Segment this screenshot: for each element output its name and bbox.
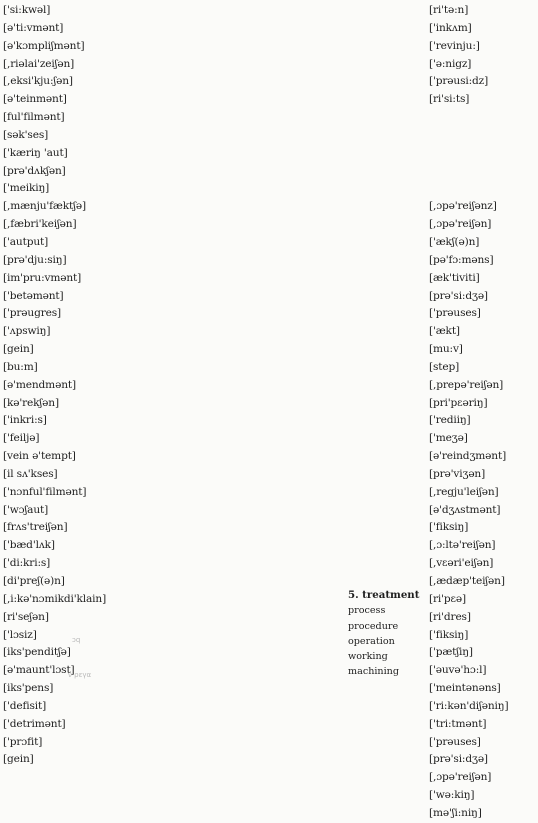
phonetic-entry: [æk'tiviti] bbox=[429, 271, 480, 284]
phonetic-entry: [ri'pɛə] bbox=[429, 592, 466, 605]
phonetic-entry: ['ækt] bbox=[429, 325, 460, 338]
bleed-through-text: ν ρεγα bbox=[68, 671, 92, 679]
phonetic-entry: [,ædæp'teiʃən] bbox=[429, 575, 505, 587]
phonetic-entry: ['revinju:] bbox=[429, 39, 480, 52]
phonetic-entry: [prə'dʌkʃən] bbox=[3, 164, 66, 177]
phonetic-entry: [ə'dʒʌstmənt] bbox=[429, 503, 501, 516]
spacer bbox=[429, 109, 508, 127]
phonetic-entry: [ə'kɔmpliʃmənt] bbox=[3, 39, 85, 52]
phonetic-entry: [,fæbri'keiʃən] bbox=[3, 218, 77, 231]
phonetic-entry: ['di:kri:s] bbox=[3, 557, 51, 570]
phonetic-entry: [kə'rekʃən] bbox=[3, 396, 59, 409]
phonetic-entry: ['ʌpswiŋ] bbox=[3, 325, 51, 338]
phonetic-entry: [,regju'leiʃən] bbox=[429, 485, 499, 498]
phonetic-entry: [,riəlai'zeiʃən] bbox=[3, 57, 75, 70]
phonetic-entry: [step] bbox=[429, 360, 460, 373]
phonetic-entry: [il sʌ'kses] bbox=[3, 467, 58, 480]
phonetic-entry: ['detrimənt] bbox=[3, 717, 66, 730]
synonym-word: working bbox=[348, 651, 388, 663]
phonetic-entry: [gein] bbox=[3, 343, 34, 356]
phonetic-entry: [,ɔpə'reiʃən] bbox=[429, 771, 492, 784]
phonetic-entry: [pə'fɔ:məns] bbox=[429, 253, 494, 266]
phonetic-entry: [mə'ʃi:niŋ] bbox=[429, 806, 482, 819]
phonetic-entry: ['prɔfit] bbox=[3, 735, 43, 748]
phonetic-entry: ['nɔnful'filmənt] bbox=[3, 485, 87, 498]
phonetic-entry: ['rediiŋ] bbox=[429, 414, 471, 427]
phonetic-entry: ['si:kwəl] bbox=[3, 4, 51, 16]
phonetic-entry: [sək'ses] bbox=[3, 128, 49, 141]
phonetic-entry: ['bæd'lʌk] bbox=[3, 539, 55, 552]
phonetic-entry: [prə'si:dʒə] bbox=[429, 753, 488, 766]
phonetic-entry: [,ɔpə'reiʃənz] bbox=[429, 200, 497, 213]
phonetic-entry: ['lɔsiz] bbox=[3, 628, 37, 641]
phonetic-entry: [,ɔpə'reiʃən] bbox=[429, 218, 492, 231]
phonetic-entry: ['meikiŋ] bbox=[3, 182, 50, 195]
phonetic-entry: [mu:v] bbox=[429, 343, 463, 356]
right-top-group bbox=[429, 2, 508, 109]
phonetic-entry: [iks'penditʃə] bbox=[3, 646, 71, 659]
phonetic-entry: [,mænju'fæktʃə] bbox=[3, 200, 86, 213]
phonetic-entry: ['wɔʃaut] bbox=[3, 503, 49, 516]
phonetic-entry: [pri'pɛəriŋ] bbox=[429, 396, 488, 409]
phonetic-entry: [ə'maunt'lɔst] bbox=[3, 664, 75, 677]
phonetic-entry: [im'pru:vmənt] bbox=[3, 271, 82, 284]
spacer bbox=[429, 145, 508, 163]
phonetic-entry: ['feiljə] bbox=[3, 432, 40, 445]
phonetic-entry: [ə'reindʒmənt] bbox=[429, 450, 507, 463]
phonetic-entry: ['inkri:s] bbox=[3, 414, 47, 427]
phonetic-entry: [,prepə'reiʃən] bbox=[429, 378, 504, 391]
synonym-word: process bbox=[348, 605, 386, 617]
phonetic-entry: [vein ə'tempt] bbox=[3, 450, 76, 463]
phonetic-entry: [ful'filmənt] bbox=[3, 111, 65, 124]
synonym-heading: 5. treatment bbox=[348, 589, 420, 601]
bleed-through-text: ɔq bbox=[72, 636, 81, 644]
phonetic-entry: ['prəusi:dz] bbox=[429, 75, 489, 88]
phonetic-entry: [ə'teinmənt] bbox=[3, 93, 67, 106]
synonym-word: machining bbox=[348, 666, 400, 678]
phonetic-entry: ['betəmənt] bbox=[3, 289, 64, 302]
spacer bbox=[429, 180, 508, 198]
phonetic-entry: [ə'mendmənt] bbox=[3, 378, 76, 391]
phonetic-entry: [ri'si:ts] bbox=[429, 93, 470, 106]
phonetic-entry: ['prəuses] bbox=[429, 307, 481, 320]
phonetic-entry: ['fiksiŋ] bbox=[429, 521, 469, 534]
phonetic-entry: [prə'si:dʒə] bbox=[429, 289, 488, 302]
phonetic-entry: ['kæriŋ 'aut] bbox=[3, 146, 68, 159]
phonetic-entry: [prə'dju:siŋ] bbox=[3, 253, 67, 266]
spacer bbox=[429, 163, 508, 181]
phonetic-entry: ['prəuses] bbox=[429, 735, 481, 748]
phonetic-entry: ['əuvə'hɔ:l] bbox=[429, 664, 487, 677]
phonetic-entry: [ri'seʃən] bbox=[3, 610, 49, 623]
phonetic-entry: [gein] bbox=[3, 753, 34, 766]
phonetic-entry: ['ə:nigz] bbox=[429, 57, 472, 70]
phonetic-entry: ['wə:kiŋ] bbox=[429, 789, 475, 802]
phonetic-entry: [,ɔ:ltə'reiʃən] bbox=[429, 539, 496, 552]
right-bottom-group bbox=[429, 198, 508, 823]
spacer bbox=[429, 127, 508, 145]
phonetic-entry: [prə'viʒən] bbox=[429, 467, 486, 480]
right-phonetic-column bbox=[429, 2, 508, 823]
phonetic-entry: ['inkʌm] bbox=[429, 21, 472, 34]
phonetic-entry: ['fiksiŋ] bbox=[429, 628, 469, 641]
phonetic-entry: [ri'tə:n] bbox=[429, 4, 469, 16]
phonetic-entry: ['ri:kən'diʃəniŋ] bbox=[429, 699, 509, 712]
phonetic-entry: ['pætʃiŋ] bbox=[429, 646, 473, 659]
synonym-block bbox=[348, 588, 419, 680]
phonetic-entry: ['meintənəns] bbox=[429, 682, 501, 695]
left-phonetic-column bbox=[3, 2, 106, 769]
synonym-word: operation bbox=[348, 635, 395, 647]
phonetic-entry: [ə'ti:vmənt] bbox=[3, 21, 64, 34]
phonetic-entry: [ri'dres] bbox=[429, 610, 471, 623]
phonetic-entry: [bu:m] bbox=[3, 360, 38, 373]
phonetic-entry: [frʌs'treiʃən] bbox=[3, 521, 68, 534]
phonetic-entry: ['meʒə] bbox=[429, 432, 468, 445]
phonetic-entry: ['prəugres] bbox=[3, 307, 62, 320]
phonetic-entry: ['tri:tmənt] bbox=[429, 717, 487, 730]
phonetic-entry: ['ækʃ(ə)n] bbox=[429, 235, 480, 248]
phonetic-entry: [,vɛəri'eiʃən] bbox=[429, 557, 494, 570]
phonetic-entry: ['autput] bbox=[3, 235, 49, 248]
phonetic-entry: [,i:kə'nɔmikdi'klain] bbox=[3, 592, 107, 605]
phonetic-entry: [iks'pens] bbox=[3, 682, 54, 695]
phonetic-entry: ['defisit] bbox=[3, 699, 47, 712]
phonetic-entry: [,eksi'kju:ʃən] bbox=[3, 75, 73, 88]
phonetic-entry: [di'preʃ(ə)n] bbox=[3, 575, 65, 587]
synonym-word: procedure bbox=[348, 620, 399, 632]
